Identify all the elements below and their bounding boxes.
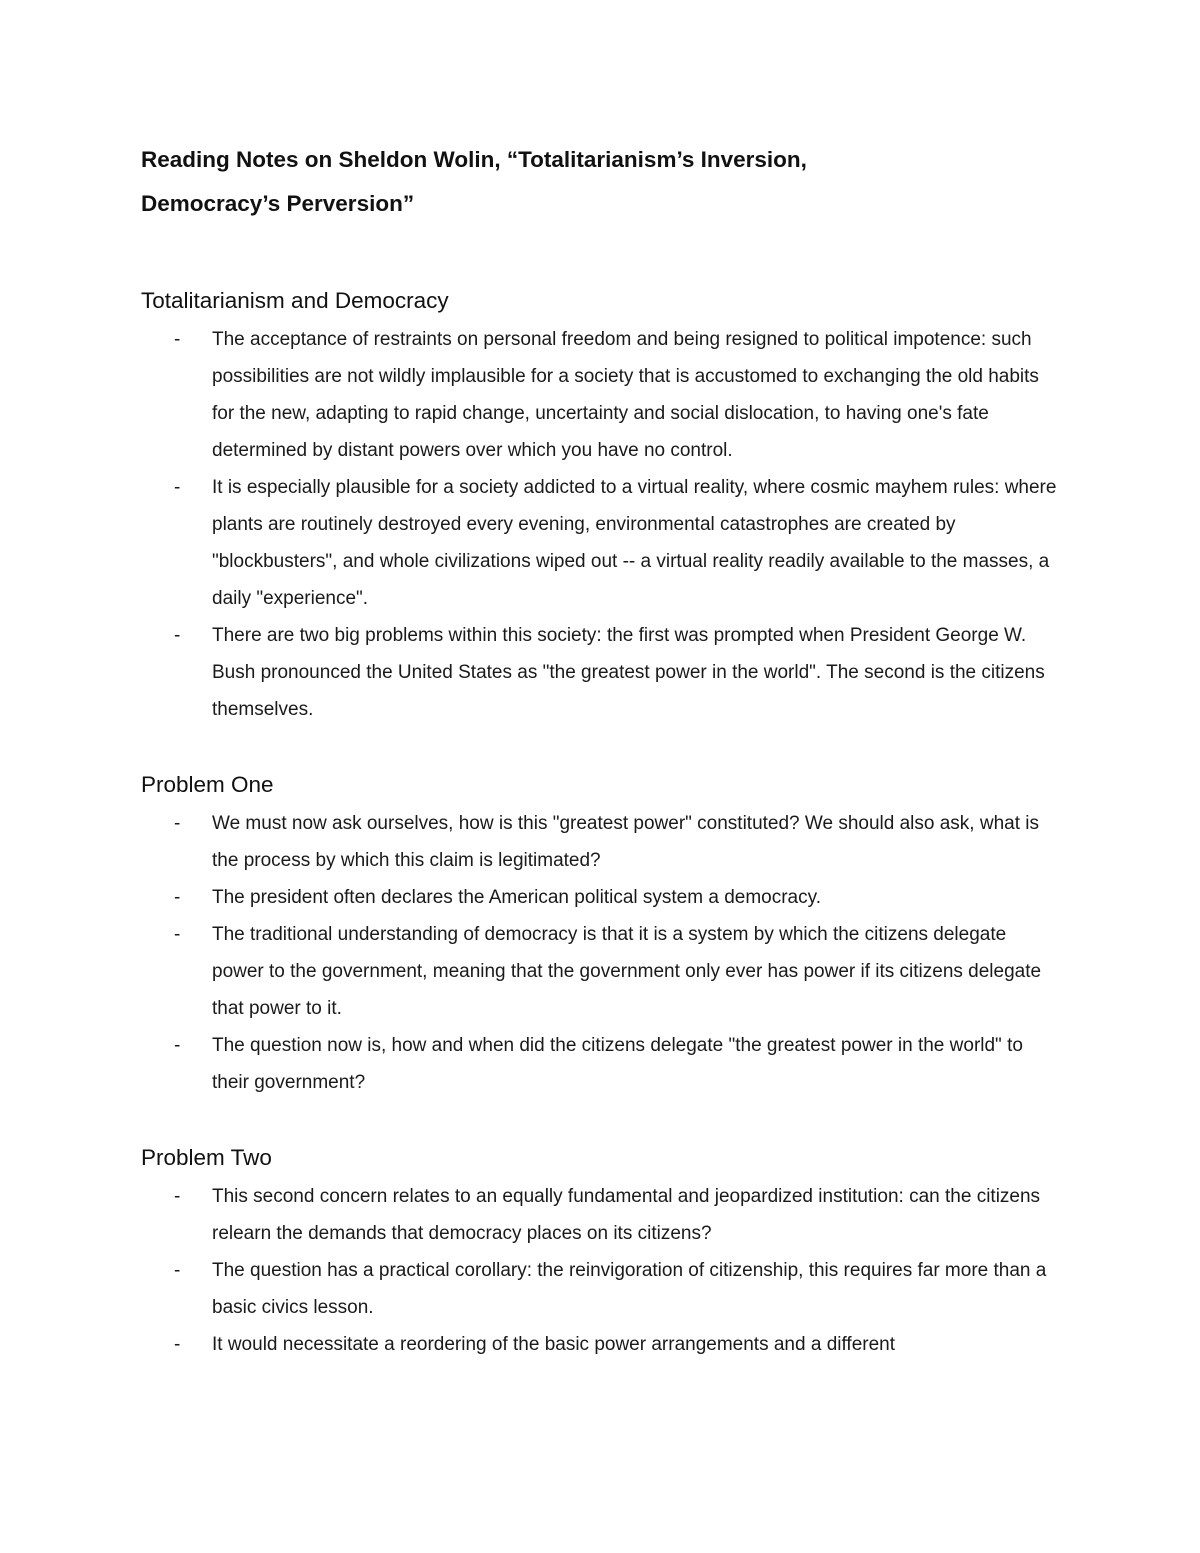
list-item-text: There are two big problems within this society: the first was prompted when President George W. Bush pronounced the United States as "the greatest power in the world". The second is the citizens themselves. — [212, 625, 1045, 720]
list-item-text: This second concern relates to an equally fundamental and jeopardized institution: can the citizens relearn the demands that democracy places on its citizens? — [212, 1186, 1041, 1244]
list-item-text: The question now is, how and when did the citizens delegate "the greatest power in the world" to their government? — [212, 1035, 1023, 1093]
bullet-dash: - — [174, 477, 181, 498]
list-item-text: The traditional understanding of democracy is that it is a system by which the citizens delegate power to the government, meaning that the government only ever has power if its citizens delegate that power to it. — [212, 924, 1042, 1019]
document-title — [141, 138, 1061, 226]
list-item-text: The question has a practical corollary: the reinvigoration of citizenship, this requires far more than a basic civics lesson. — [212, 1260, 1047, 1318]
bullet-dash: - — [174, 1186, 181, 1207]
bullet-dash: - — [174, 924, 181, 945]
document-title-line-2: Democracy’s Perversion” — [141, 191, 415, 216]
section-heading: Problem Two — [141, 1145, 272, 1170]
section-totalitarianism-and-democracy — [141, 286, 1061, 728]
list-item-text: The acceptance of restraints on personal freedom and being resigned to political impotence: such possibilities are not wildly implausible for a society that is accustomed to exchanging the old habits for the new, adapting to rapid change, uncertainty and social dislocation, to having one's fate determined by distant powers over which you have no control. — [212, 329, 1039, 461]
list-item — [141, 321, 1061, 469]
bullet-dash: - — [174, 887, 181, 908]
section-problem-two — [141, 1143, 1061, 1363]
list-item-text: The president often declares the American political system a democracy. — [212, 887, 821, 908]
list-item — [141, 617, 1061, 728]
bullet-dash: - — [174, 1260, 181, 1281]
list-item — [141, 805, 1061, 879]
bullet-dash: - — [174, 1035, 181, 1056]
section-heading: Totalitarianism and Democracy — [141, 288, 449, 313]
bullet-list — [141, 805, 1061, 1101]
list-item-text: It is especially plausible for a society addicted to a virtual reality, where cosmic mayhem rules: where plants are routinely destroyed every evening, environmental catastrophes are created by "blockbusters", and whole civilizations wiped out -- a virtual reality readily available to the masses, a daily "experience". — [212, 477, 1057, 609]
section-heading: Problem One — [141, 772, 274, 797]
list-item — [141, 1326, 1061, 1363]
document-page — [141, 138, 1061, 1363]
bullet-dash: - — [174, 1334, 181, 1355]
bullet-dash: - — [174, 813, 181, 834]
bullet-list — [141, 321, 1061, 728]
list-item — [141, 1027, 1061, 1101]
bullet-dash: - — [174, 625, 181, 646]
section-problem-one — [141, 770, 1061, 1101]
list-item — [141, 1252, 1061, 1326]
list-item — [141, 916, 1061, 1027]
list-item — [141, 879, 1061, 916]
list-item — [141, 469, 1061, 617]
list-item — [141, 1178, 1061, 1252]
document-title-line-1: Reading Notes on Sheldon Wolin, “Totalitarianism’s Inversion, — [141, 147, 807, 172]
bullet-list — [141, 1178, 1061, 1363]
list-item-text: It would necessitate a reordering of the basic power arrangements and a different — [212, 1334, 895, 1355]
bullet-dash: - — [174, 329, 181, 350]
list-item-text: We must now ask ourselves, how is this "greatest power" constituted? We should also ask, what is the process by which this claim is legitimated? — [212, 813, 1040, 871]
